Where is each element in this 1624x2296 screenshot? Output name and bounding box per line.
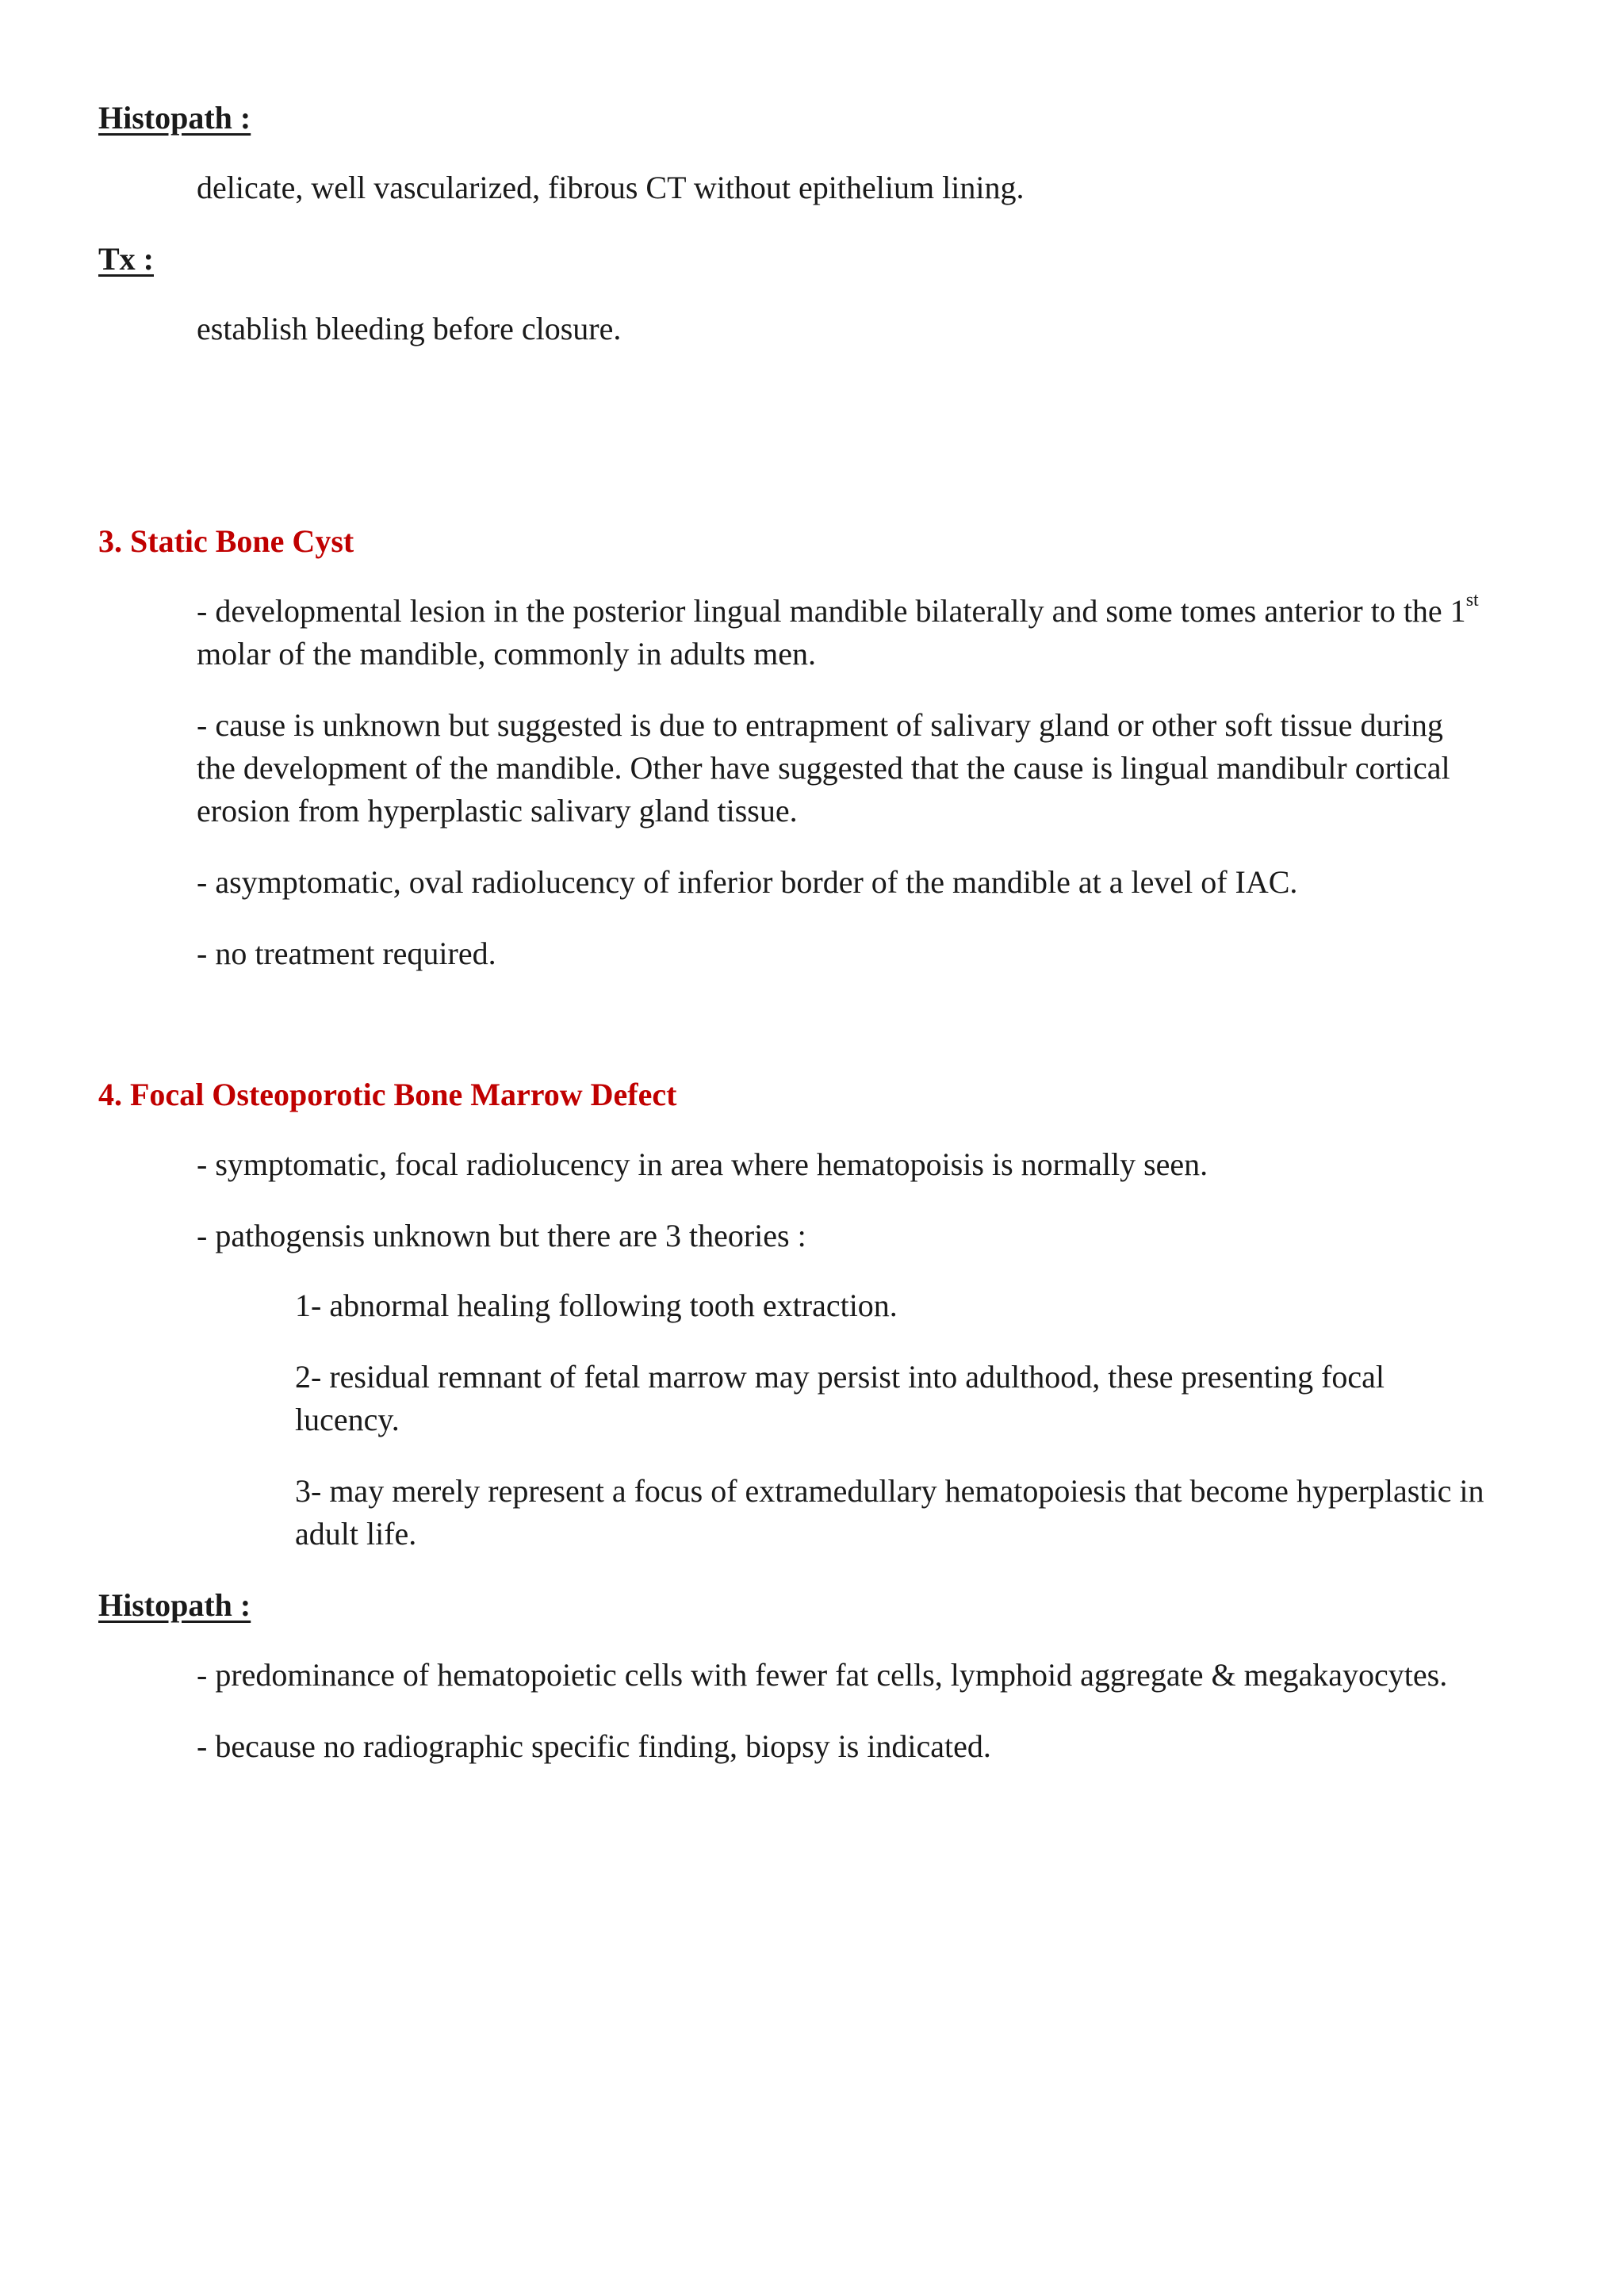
paragraph-line: - pathogensis unknown but there are 3 theories : [197, 1218, 806, 1253]
paragraph-line: - cause is unknown but suggested is due to entrapment of salivary gland or other soft tissue during [197, 707, 1443, 743]
histopath-label: Histopath : [98, 100, 251, 136]
tx-text: establish bleeding before closure. [197, 311, 622, 346]
theory-item: 2- residual remnant of fetal marrow may persist into adulthood, these presenting focal [295, 1359, 1385, 1395]
paragraph-text: - developmental lesion in the posterior lingual mandible bilaterally and some tomes anterior to the 1 [197, 593, 1466, 629]
paragraph-line: molar of the mandible, commonly in adults men. [197, 636, 816, 672]
histopath-label: Histopath : [98, 1587, 251, 1623]
theory-item: adult life. [295, 1516, 417, 1552]
paragraph-line: erosion from hyperplastic salivary gland tissue. [197, 793, 798, 828]
theory-item: 1- abnormal healing following tooth extraction. [295, 1288, 898, 1323]
paragraph-line: the development of the mandible. Other have suggested that the cause is lingual mandibulr cortical [197, 750, 1450, 786]
theory-item: lucency. [295, 1402, 400, 1437]
paragraph-line: - asymptomatic, oval radiolucency of inferior border of the mandible at a level of IAC. [197, 864, 1298, 900]
paragraph-line [197, 590, 1479, 633]
superscript: st [1465, 590, 1479, 610]
section-heading-focal-osteoporotic: 4. Focal Osteoporotic Bone Marrow Defect [98, 1077, 677, 1112]
section-heading-static-bone-cyst: 3. Static Bone Cyst [98, 523, 354, 559]
tx-label: Tx : [98, 241, 154, 277]
paragraph-line: - no treatment required. [197, 936, 496, 971]
paragraph-line: - predominance of hematopoietic cells with fewer fat cells, lymphoid aggregate & megakayocytes. [197, 1657, 1448, 1693]
histopath-text: delicate, well vascularized, fibrous CT without epithelium lining. [197, 170, 1025, 205]
paragraph-line: - symptomatic, focal radiolucency in area where hematopoisis is normally seen. [197, 1146, 1208, 1182]
paragraph-line: - because no radiographic specific finding, biopsy is indicated. [197, 1728, 991, 1764]
theory-item: 3- may merely represent a focus of extramedullary hematopoiesis that become hyperplastic in [295, 1473, 1484, 1509]
